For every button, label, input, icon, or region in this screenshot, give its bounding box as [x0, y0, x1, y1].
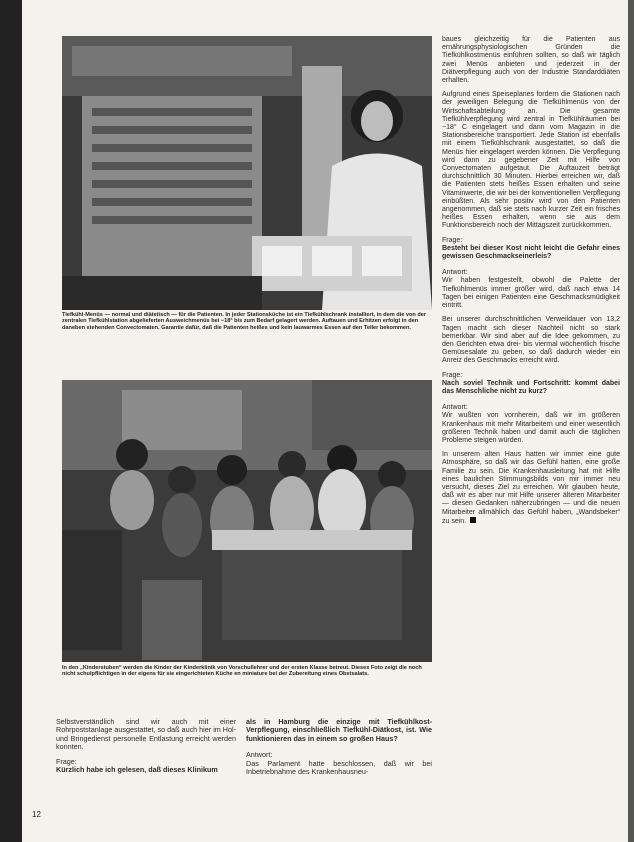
- answer-text: Bei unserer durchschnittlichen Verweildauer von 13,2 Tagen macht sich dieser Nachteil nicht so stark bemerkbar. Wir sind aber auf die Idee gekommen, zu den Gerichten etwa drei- bis viermal wöchentlich frische Gemüsesalate zu geben, so daß dadurch wieder ein Anreiz des Geschmacks erreicht wird.: [442, 316, 620, 365]
- answer-text: Das Parlament hatte beschlossen, daß wir bei Inbetriebnahme des Krankenhausneu-: [246, 758, 432, 777]
- end-mark-icon: [470, 517, 476, 523]
- answer-text: Wir wußten von vornherein, daß wir im größeren Krankenhaus mit mehr Mitarbeitern und einer wesentlich größeren Technik haben und damit auch die täglichen Probleme steigen würden.: [442, 412, 620, 444]
- text-column-left: [56, 718, 236, 782]
- answer-text-final: In unserem alten Haus hatten wir immer eine gute Atmosphäre, so daß wir das Gefühl hatten, eine große Familie zu sein. Die Krankenhausleitung hat mit Hilfe eines baulichen Stimmungsbilds von mir immer neu versucht, dieses Ziel zu erreichen. Wir glauben heute, daß wir es aber nur mit Hilfe unserer älteren Mitarbeiter — diesen Gedanken näherzubringen — und die neuen Mitarbeiter allmählich das Gefühl haben, „Wandsbeker“ zu sein.: [442, 451, 620, 525]
- text-column-middle: [246, 718, 432, 782]
- question-label: Frage:: [442, 371, 463, 379]
- scan-edge-left: [0, 0, 22, 842]
- photo-children-kitchen: [62, 380, 432, 662]
- answer-label: Antwort:: [442, 269, 468, 277]
- photo-bottom-caption: In den „Kinderstuben“ werden die Kinder der Kinderklinik von Vorschullehrer und der ersten Klasse betreut. Dieses Foto zeigt die noch nicht schulpflichtigen in der eigens für sie eingerichteten Küche en miniature bei der Zubereitung eines Obstsalats.: [62, 665, 422, 678]
- question-text: Kürzlich habe ich gelesen, daß dieses Klinikum: [56, 765, 218, 775]
- answer-label: Antwort:: [442, 404, 468, 412]
- answer-text: [442, 451, 620, 526]
- answer-text: Wir haben festgestellt, obwohl die Palette der Tiefkühlmenüs immer größer wird, daß nach etwa 14 Tagen bei einigen Patienten eine Geschmacksmüdigkeit eintritt.: [442, 277, 620, 310]
- answer-label: Antwort:: [246, 750, 273, 760]
- question-label: Frage:: [442, 236, 463, 244]
- question-text: Besteht bei dieser Kost nicht leicht die Gefahr eines gewissen Geschmackseinerleis?: [442, 244, 620, 261]
- paragraph: Aufgrund eines Speiseplanes fordern die Stationen nach der jeweiligen Belegung die Tiefkühlmenüs von der Wirtschaftsabteilung an. Die gesamte Tiefkühlverpflegung wird zentral in Tiefkühlräumen bei −18° C eingelagert und dann vom Magazin in die Stationsbereiche transportiert. Jede Station ist ebenfalls mit einem Tiefkühlschrank ausgestattet, so daß die Menüs hier eingelagert werden können. Die Verpflegung wird dann zu gegebener Zeit mit Hilfe von Convectomaten aufgetaut. Die Auftauzeit beträgt durchschnittlich 30 Minuten. Hierbei erreichen wir, daß die Patienten stets heißes Essen erhalten und seine Vitaminwerte, die wir bei der konventionellen Verpflegung einbüßten. Als sehr positiv wird von den Patienten angenommen, daß sie stets nach kurzer Zeit ein frisches heißes Essen erhalten, wenn sie aus dem Funktionsbereich noch der Mittagszeit zurückkommen.: [442, 91, 620, 230]
- paragraph: baues gleichzeitig für die Patienten aus ernährungsphysiologischen Gründen die Tiefkühlkostmenüs einführen sollten, so daß wir täglich zwei Menüs anbieten und jederzeit in der Diätverpflegung auch von der Industrie Standarddiäten erhalten.: [442, 36, 620, 85]
- page-number: 12: [32, 810, 41, 819]
- photo-top-caption: Tiefkühl-Menüs — normal und diätetisch — für die Patienten. In jeder Stationsküche ist ein Tiefkühlschrank installiert, in dem die von der zentralen Tiefkühlstation abgelieferten Ausweichmenüs bei −18° bis zum Bedarf gelagert werden. Auftauen und Erhitzen erfolgt in den daneben stehenden Convectomaten. Garantie dafür, daß die Patienten heißes und kein lauwarmes Essen auf den Teller bekommen.: [62, 312, 427, 331]
- text-column-right: [442, 36, 620, 532]
- scan-edge-right: [628, 0, 634, 842]
- paragraph: Selbstverständlich sind wir auch mit einer Rohrpoststanlage ausgestattet, so daß auch hier im Hol- und Bringedienst personelle Entlastung erreicht werden konnten.: [56, 717, 236, 752]
- photo-frozen-meals: [62, 36, 432, 310]
- question-text: Nach soviel Technik und Fortschritt: kommt dabei das Menschliche nicht zu kurz?: [442, 379, 620, 395]
- question-label: Frage:: [56, 756, 77, 766]
- question-text: als in Hamburg die einzige mit Tiefkühlkost-Verpflegung, einschließlich Tiefkühl-Diätkost, ist. Wie funktionieren das in einem so großen Haus?: [246, 717, 432, 743]
